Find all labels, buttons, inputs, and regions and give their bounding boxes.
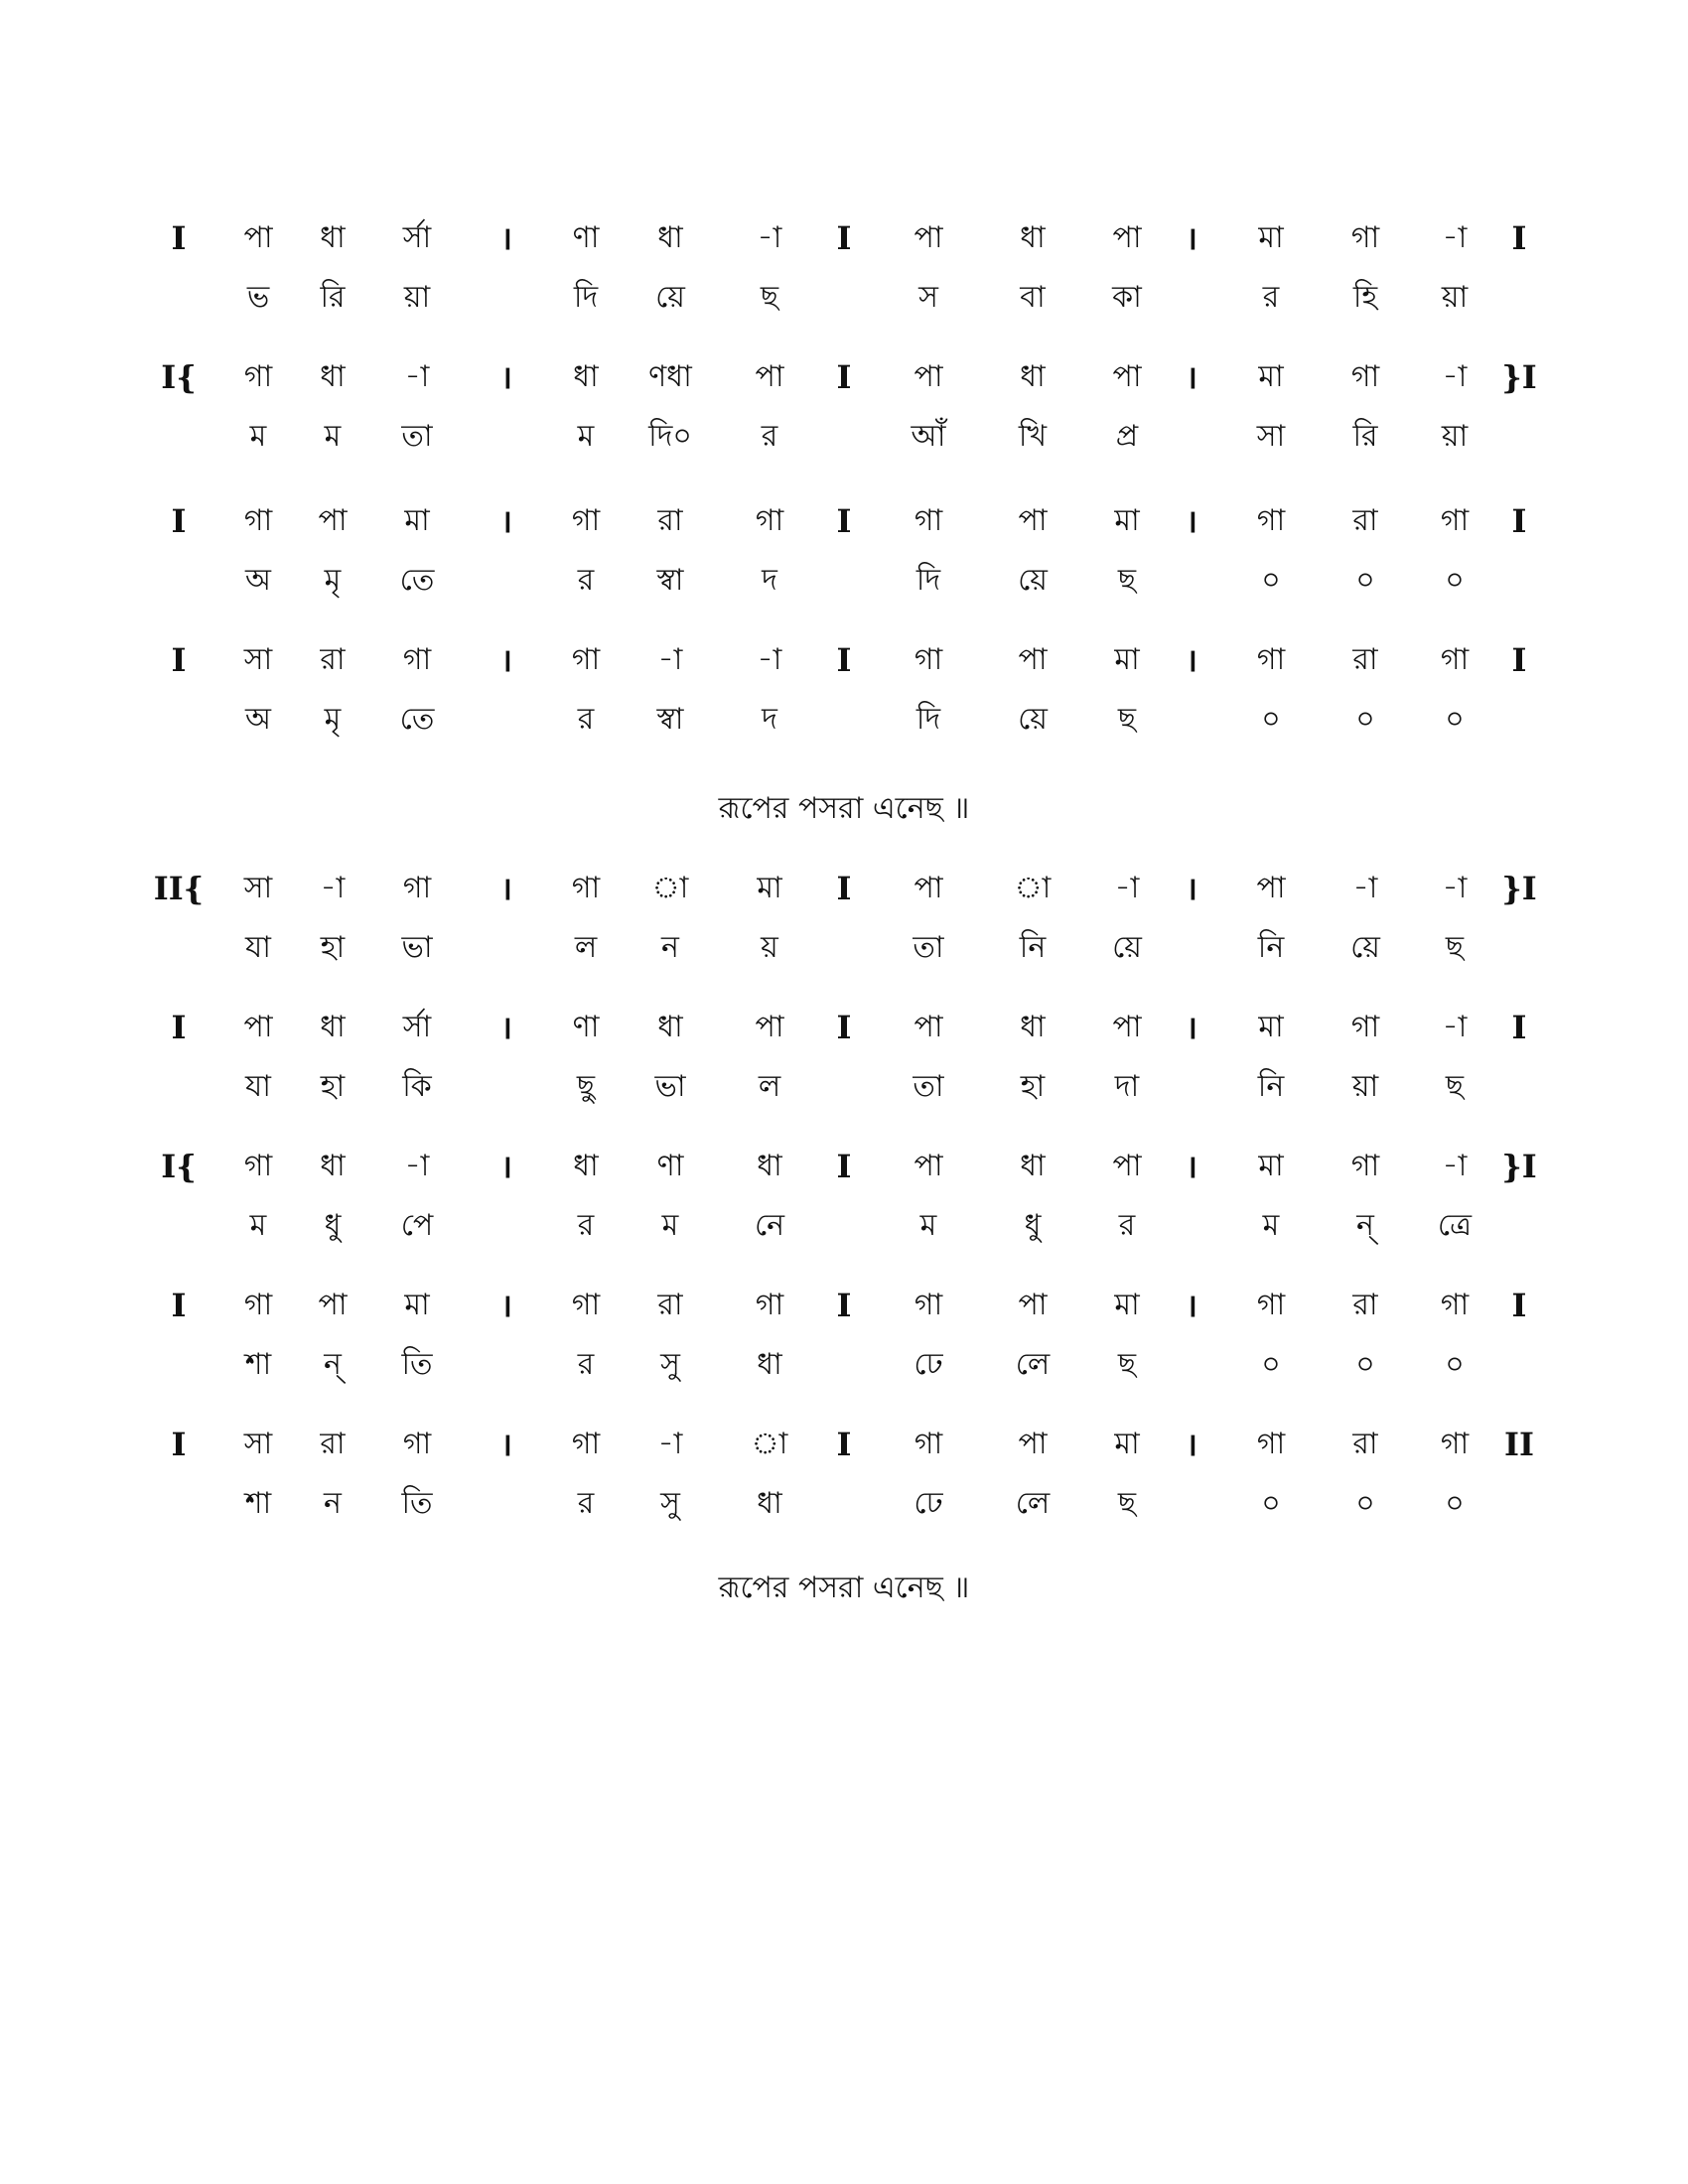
bar-mark: I (836, 502, 852, 540)
lyric-syllable: মৃ (324, 563, 342, 598)
swara-note: রা (1352, 503, 1378, 538)
lyric-syllable: র (1262, 280, 1280, 315)
bar-mark: । (499, 1009, 513, 1046)
swara-note: মা (1258, 1149, 1284, 1183)
swara-note: পা (1112, 1010, 1142, 1044)
barline-end: }I (1501, 870, 1537, 907)
lyric-syllable: ভা (401, 930, 433, 965)
swara-note: ধা (757, 1149, 782, 1183)
swara-note: মা (1114, 1427, 1140, 1461)
refrain-line: রূপের পসরা এনেছ ॥ (718, 1570, 970, 1605)
swara-note: পা (1018, 1288, 1048, 1322)
bar-mark: I (836, 1426, 852, 1463)
swara-note: -া (404, 1149, 430, 1183)
lyric-syllable: র (577, 1208, 595, 1243)
lyric-syllable: য়া (1351, 1069, 1379, 1104)
lyric-row (0, 556, 1688, 606)
lyric-syllable: ছ (1117, 563, 1137, 598)
barline-start: I{ (161, 358, 197, 396)
bar-mark: । (499, 358, 513, 396)
swara-note: গা (914, 1288, 943, 1322)
lyric-syllable: ০ (1355, 1347, 1375, 1382)
bar-mark: । (499, 870, 513, 907)
lyric-syllable: ০ (1355, 1486, 1375, 1521)
lyric-syllable: ০ (1261, 1347, 1281, 1382)
lyric-syllable: নি (1019, 930, 1047, 965)
swara-note: রা (1352, 1288, 1378, 1322)
lyric-syllable: তে (399, 702, 435, 737)
barline-start: I (171, 1009, 187, 1046)
lyric-syllable: র (1118, 1208, 1136, 1243)
barline-start: I (171, 1426, 187, 1463)
swara-note: মা (404, 1288, 430, 1322)
lyric-syllable: কি (402, 1069, 432, 1104)
swara-note: গা (243, 1149, 273, 1183)
bar-mark: । (1185, 219, 1198, 257)
swara-note: পা (1018, 503, 1048, 538)
swara-note: মা (1258, 220, 1284, 255)
swara-note: পা (914, 1149, 943, 1183)
bar-mark: । (499, 502, 513, 540)
bar-mark: । (1185, 1426, 1198, 1463)
swara-note: গা (1440, 642, 1470, 677)
lyric-syllable: র (577, 1347, 595, 1382)
swara-note: পা (243, 220, 273, 255)
lyric-syllable: দ (762, 563, 777, 598)
bar-mark: I (836, 1148, 852, 1185)
lyric-syllable: নে (754, 1208, 785, 1243)
lyric-syllable: ছ (1445, 1069, 1465, 1104)
bar-mark: । (499, 1426, 513, 1463)
bar-mark: । (1185, 358, 1198, 396)
swara-note: পা (1256, 871, 1286, 905)
lyric-syllable: পে (400, 1208, 434, 1243)
bar-mark: । (499, 219, 513, 257)
bar-mark: । (1185, 641, 1198, 679)
bar-mark: । (1185, 502, 1198, 540)
lyric-syllable: অ (245, 563, 271, 598)
lyric-syllable: ধু (1024, 1208, 1042, 1243)
swara-note: মা (1258, 359, 1284, 394)
swara-note: গা (402, 642, 432, 677)
lyric-syllable: ধু (324, 1208, 342, 1243)
swara-row (0, 1142, 1688, 1191)
barline-end: }I (1501, 1148, 1537, 1185)
swara-note: ধা (657, 220, 683, 255)
lyric-syllable: ০ (1445, 702, 1465, 737)
lyric-syllable: দ (762, 702, 777, 737)
lyric-row (0, 273, 1688, 323)
barline-end: I (1511, 219, 1527, 257)
lyric-syllable: ০ (1261, 1486, 1281, 1521)
swara-note: -া (1352, 871, 1378, 905)
swara-note: গা (914, 642, 943, 677)
lyric-syllable: ছু (576, 1069, 596, 1104)
swara-note: গা (1350, 220, 1380, 255)
lyric-syllable: আঁ (911, 419, 946, 454)
lyric-syllable: দা (1114, 1069, 1140, 1104)
lyric-syllable: ম (249, 419, 267, 454)
lyric-row (0, 695, 1688, 745)
lyric-syllable: ন্ (1356, 1208, 1374, 1243)
barline-start: II{ (153, 870, 205, 907)
lyric-syllable: খি (1018, 419, 1048, 454)
swara-note: ণা (572, 1010, 600, 1044)
swara-note: সা (243, 871, 273, 905)
swara-note: র্সা (402, 1010, 432, 1044)
swara-row (0, 1003, 1688, 1052)
lyric-row (0, 1201, 1688, 1251)
barline-end: }I (1501, 358, 1537, 396)
lyric-syllable: য়া (403, 280, 431, 315)
lyric-syllable: দি (915, 563, 941, 598)
swara-note: রা (320, 1427, 346, 1461)
swara-note: গা (1350, 359, 1380, 394)
lyric-row (0, 1062, 1688, 1112)
swara-row (0, 352, 1688, 402)
swara-note: া (751, 1427, 788, 1461)
lyric-syllable: প্র (1115, 419, 1139, 454)
lyric-syllable: তি (401, 1347, 433, 1382)
swara-note: গা (402, 1427, 432, 1461)
swara-note: গা (1440, 1288, 1470, 1322)
lyric-syllable: য়ে (1018, 702, 1048, 737)
swara-note: সা (243, 1427, 273, 1461)
lyric-syllable: নি (1257, 1069, 1285, 1104)
swara-note: া (1014, 871, 1052, 905)
swara-note: গা (571, 503, 601, 538)
swara-note: গা (1350, 1149, 1380, 1183)
swara-note: পা (914, 359, 943, 394)
swara-note: মা (1258, 1010, 1284, 1044)
swara-note: -া (1442, 1149, 1468, 1183)
lyric-syllable: রি (320, 280, 346, 315)
lyric-row (0, 923, 1688, 973)
lyric-syllable: য়া (1441, 280, 1469, 315)
swara-note: পা (1112, 1149, 1142, 1183)
swara-note: গা (1256, 503, 1286, 538)
swara-note: মা (404, 503, 430, 538)
swara-note: গা (1440, 1427, 1470, 1461)
bar-mark: । (1185, 1287, 1198, 1324)
lyric-syllable: ম (324, 419, 342, 454)
lyric-syllable: সা (1256, 419, 1286, 454)
lyric-syllable: ম (577, 419, 595, 454)
swara-note: মা (1114, 1288, 1140, 1322)
lyric-syllable: ০ (1445, 1347, 1465, 1382)
swara-note: পা (914, 871, 943, 905)
bar-mark: I (836, 1009, 852, 1046)
lyric-syllable: তা (913, 930, 944, 965)
lyric-syllable: য়ে (1018, 563, 1048, 598)
swara-note: গা (571, 871, 601, 905)
bar-mark: I (836, 358, 852, 396)
swara-note: ধা (573, 1149, 599, 1183)
swara-note: গা (1256, 1288, 1286, 1322)
swara-note: পা (318, 503, 348, 538)
lyric-syllable: র (577, 1486, 595, 1521)
lyric-syllable: ন (324, 1486, 342, 1521)
swara-note: রা (1352, 1427, 1378, 1461)
swara-note: পা (1018, 642, 1048, 677)
swara-note: গা (755, 503, 784, 538)
bar-mark: । (1185, 870, 1198, 907)
lyric-syllable: ল (758, 1069, 781, 1104)
lyric-syllable: য়ে (655, 280, 685, 315)
lyric-syllable: ছ (1117, 702, 1137, 737)
swara-note: গা (243, 1288, 273, 1322)
lyric-syllable: হি (1352, 280, 1378, 315)
lyric-syllable: ০ (1261, 563, 1281, 598)
lyric-syllable: ছ (760, 280, 779, 315)
swara-note: মা (1114, 503, 1140, 538)
swara-note: পা (755, 359, 784, 394)
lyric-syllable: ০ (1445, 1486, 1465, 1521)
swara-row (0, 864, 1688, 913)
swara-note: পা (914, 1010, 943, 1044)
swara-note: -া (757, 220, 782, 255)
swara-note: গা (571, 642, 601, 677)
swara-note: সা (243, 642, 273, 677)
swara-row (0, 635, 1688, 685)
barline-start: I (171, 641, 187, 679)
lyric-syllable: ন্ (324, 1347, 342, 1382)
swara-note: পা (318, 1288, 348, 1322)
swara-note: -া (1442, 1010, 1468, 1044)
lyric-syllable: তা (401, 419, 433, 454)
swara-note: মা (757, 871, 782, 905)
lyric-syllable: সু (660, 1486, 680, 1521)
lyric-syllable: দি (573, 280, 599, 315)
lyric-syllable: হা (1020, 1069, 1046, 1104)
bar-mark: I (836, 870, 852, 907)
swara-note: গা (755, 1288, 784, 1322)
barline-start: I (171, 502, 187, 540)
lyric-row (0, 412, 1688, 462)
lyric-syllable: ০ (1355, 563, 1375, 598)
bar-mark: । (499, 1287, 513, 1324)
swara-note: পা (914, 220, 943, 255)
swara-note: গা (243, 503, 273, 538)
lyric-syllable: য়ে (1350, 930, 1380, 965)
swara-note: ধা (1020, 220, 1046, 255)
lyric-syllable: স্বা (656, 563, 684, 598)
lyric-syllable: রি (1352, 419, 1378, 454)
lyric-syllable: ম (919, 1208, 937, 1243)
swara-note: গা (1256, 642, 1286, 677)
swara-note: -া (404, 359, 430, 394)
swara-note: -া (757, 642, 782, 677)
swara-note: -া (320, 871, 346, 905)
swara-note: গা (914, 503, 943, 538)
swara-note: র্সা (402, 220, 432, 255)
lyric-syllable: শা (244, 1486, 272, 1521)
lyric-syllable: শা (244, 1347, 272, 1382)
swara-note: গা (1256, 1427, 1286, 1461)
barline-end: I (1511, 1009, 1527, 1046)
swara-note: রা (320, 642, 346, 677)
lyric-syllable: নি (1257, 930, 1285, 965)
swara-note: -া (1442, 220, 1468, 255)
swara-note: ধা (320, 1149, 346, 1183)
lyric-syllable: র (577, 702, 595, 737)
lyric-syllable: র (577, 563, 595, 598)
lyric-syllable: য় (761, 930, 778, 965)
lyric-syllable: দি০ (648, 419, 692, 454)
barline-end: I (1511, 502, 1527, 540)
lyric-row (0, 1340, 1688, 1390)
swara-row (0, 1281, 1688, 1330)
barline-end: I (1511, 1287, 1527, 1324)
lyric-syllable: ম (1262, 1208, 1280, 1243)
swara-note: -া (1442, 871, 1468, 905)
swara-note: রা (657, 1288, 683, 1322)
lyric-syllable: ভা (654, 1069, 686, 1104)
lyric-syllable: ০ (1355, 702, 1375, 737)
lyric-syllable: দি (915, 702, 941, 737)
swara-note: রা (1352, 642, 1378, 677)
swara-note: পা (243, 1010, 273, 1044)
lyric-syllable: র (761, 419, 778, 454)
lyric-syllable: ন (661, 930, 679, 965)
lyric-syllable: ঢে (914, 1486, 943, 1521)
swara-note: ণা (656, 1149, 684, 1183)
barline-end: II (1504, 1426, 1534, 1463)
bar-mark: I (836, 219, 852, 257)
bar-mark: । (1185, 1009, 1198, 1046)
lyric-syllable: বা (1020, 280, 1046, 315)
lyric-syllable: য়া (1441, 419, 1469, 454)
swara-note: রা (657, 503, 683, 538)
swara-note: ধা (320, 220, 346, 255)
swara-note: ণা (572, 220, 600, 255)
lyric-syllable: ম (661, 1208, 679, 1243)
lyric-syllable: সু (660, 1347, 680, 1382)
swara-note: পা (755, 1010, 784, 1044)
lyric-syllable: অ (245, 702, 271, 737)
swara-note: গা (571, 1427, 601, 1461)
barline-start: I (171, 1287, 187, 1324)
bar-mark: । (1185, 1148, 1198, 1185)
swara-note: ধা (320, 359, 346, 394)
lyric-syllable: ধা (757, 1486, 782, 1521)
swara-note: পা (1112, 359, 1142, 394)
swara-note: গা (243, 359, 273, 394)
swara-note: ধা (657, 1010, 683, 1044)
bar-mark: । (499, 1148, 513, 1185)
swara-note: গা (571, 1288, 601, 1322)
swara-note: গা (1440, 503, 1470, 538)
bar-mark: । (499, 641, 513, 679)
barline-start: I{ (161, 1148, 197, 1185)
lyric-syllable: কা (1112, 280, 1142, 315)
lyric-syllable: হা (320, 1069, 346, 1104)
swara-row (0, 496, 1688, 546)
swara-row (0, 1420, 1688, 1469)
barline-end: I (1511, 641, 1527, 679)
lyric-syllable: হা (320, 930, 346, 965)
swara-note: -া (657, 642, 683, 677)
swara-note: গা (1350, 1010, 1380, 1044)
swara-note: ধা (1020, 359, 1046, 394)
lyric-syllable: ০ (1261, 702, 1281, 737)
lyric-syllable: মৃ (324, 702, 342, 737)
swara-note: -া (657, 1427, 683, 1461)
swara-note: ধা (1020, 1010, 1046, 1044)
lyric-syllable: ০ (1445, 563, 1465, 598)
swara-note: ধা (573, 359, 599, 394)
swara-note: গা (402, 871, 432, 905)
lyric-syllable: ছ (1117, 1486, 1137, 1521)
swara-note: ণধা (648, 359, 692, 394)
swara-row (0, 213, 1688, 263)
lyric-syllable: ধা (757, 1347, 782, 1382)
lyric-syllable: যা (245, 1069, 271, 1104)
lyric-syllable: য়ে (1112, 930, 1142, 965)
barline-start: I (171, 219, 187, 257)
lyric-row (0, 1479, 1688, 1529)
lyric-syllable: তা (913, 1069, 944, 1104)
lyric-syllable: তে (399, 563, 435, 598)
swara-note: ধা (320, 1010, 346, 1044)
swara-note: -া (1114, 871, 1140, 905)
lyric-syllable: তি (401, 1486, 433, 1521)
lyric-syllable: লে (1015, 1347, 1051, 1382)
swara-note: পা (1018, 1427, 1048, 1461)
swara-note: মা (1114, 642, 1140, 677)
swara-note: -া (1442, 359, 1468, 394)
lyric-syllable: যা (245, 930, 271, 965)
lyric-syllable: লে (1015, 1486, 1051, 1521)
swara-note: ধা (1020, 1149, 1046, 1183)
swara-note: া (651, 871, 689, 905)
lyric-syllable: স্বা (656, 702, 684, 737)
lyric-syllable: ছ (1445, 930, 1465, 965)
lyric-syllable: স (918, 280, 938, 315)
lyric-syllable: ত্রে (1437, 1208, 1473, 1243)
swara-note: গা (914, 1427, 943, 1461)
swara-note: পা (1112, 220, 1142, 255)
lyric-syllable: ল (574, 930, 598, 965)
bar-mark: I (836, 641, 852, 679)
lyric-syllable: ম (249, 1208, 267, 1243)
refrain-line: রূপের পসরা এনেছ ॥ (718, 791, 970, 826)
bar-mark: I (836, 1287, 852, 1324)
lyric-syllable: ঢে (914, 1347, 943, 1382)
lyric-syllable: ছ (1117, 1347, 1137, 1382)
lyric-syllable: ভ (246, 280, 270, 315)
